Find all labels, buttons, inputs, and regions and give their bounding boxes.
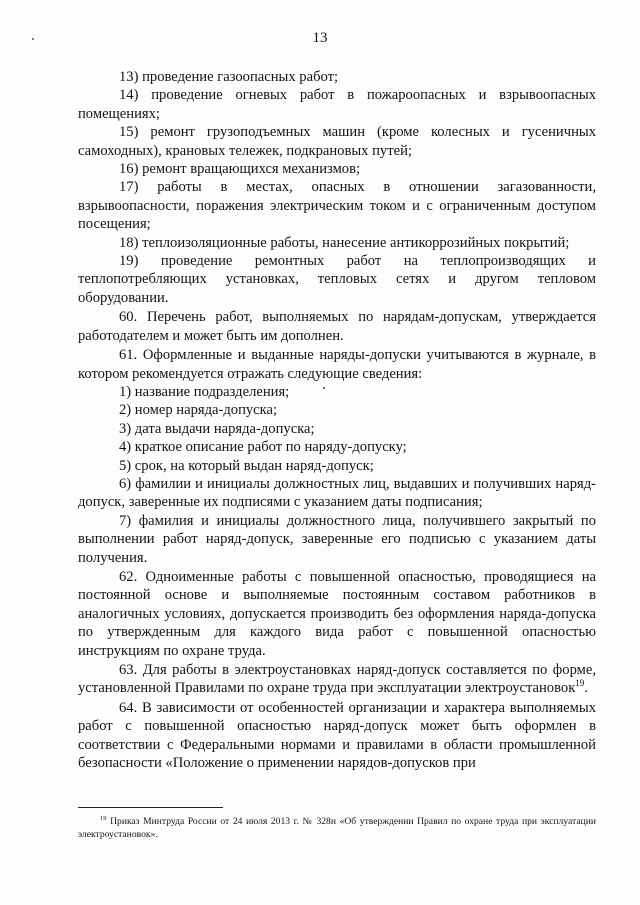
list-item-19: 19) проведение ремонтных работ на теплопроизводящих и теплопотребляющих установках, тепловых сетях и другом тепловом оборудовании.: [78, 253, 596, 306]
paragraph-60: 60. Перечень работ, выполняемых по нарядам-допускам, утверждается работодателем и может быть им дополнен.: [78, 309, 596, 344]
document-body: [78, 68, 596, 772]
list-item-15: 15) ремонт грузоподъемных машин (кроме колесных и гусеничных самоходных), крановых тележек, подкрановых путей;: [78, 124, 596, 159]
journal-item-1: 1) название подразделения;: [119, 383, 290, 400]
footnote-divider: [78, 807, 223, 808]
paragraph-63: [78, 661, 596, 698]
list-item-14: 14) проведение огневых работ в пожароопасных и взрывоопасных помещениях;: [78, 87, 596, 122]
footnote-text: Приказ Минтруда России от 24 июля 2013 г. № 328н «Об утверждении Правил по охране труда при эксплуатации электроустановок».: [78, 816, 596, 840]
journal-item-2: 2) номер наряда-допуска;: [119, 402, 278, 419]
list-item-13: 13) проведение газоопасных работ;: [119, 69, 339, 85]
paragraph-62: 62. Одноименные работы с повышенной опасностью, проводящиеся на постоянной основе и выполняемые постоянным составом работников в аналогичных условиях, допускается производить без оформления наряда-допуска по утвержденным для каждого вида работ с повышенной опасностью инструкциям по охране труда.: [78, 568, 596, 659]
journal-item-6: 6) фамилии и инициалы должностных лиц, выдавших и получивших наряд-допуск, заверенные их подписями с указанием даты подписания;: [78, 475, 596, 511]
footnote-marker: 19: [100, 814, 107, 822]
journal-item-3: 3) дата выдачи наряда-допуска;: [119, 420, 315, 437]
list-item-17: 17) работы в местах, опасных в отношении загазованности, взрывоопасности, поражения электрическим током и с ограниченным доступом посещения;: [78, 179, 596, 233]
journal-item-5: 5) срок, на который выдан наряд-допуск;: [119, 457, 374, 474]
paragraph-63-text: 63. Для работы в электроустановках наряд-допуск составляется по форме, установленной Правилами по охране труда при эксплуатации электроустановок: [78, 662, 596, 697]
list-item-18: 18) теплоизоляционные работы, нанесение антикоррозийных покрытий;: [119, 234, 570, 251]
journal-item-4: 4) краткое описание работ по наряду-допуску;: [119, 439, 407, 456]
paragraph-63-end: .: [584, 680, 588, 697]
journal-item-7: 7) фамилия и инициалы должностного лица, получившего закрытый по выполнении работ наряд-допуск, заверенные его подписью с указанием даты получения.: [78, 512, 596, 566]
footnote: [78, 815, 596, 841]
paragraph-61: 61. Оформленные и выданные наряды-допуски учитываются в журнале, в котором рекомендуется отражать следующие сведения:: [78, 347, 596, 382]
list-item-16: 16) ремонт вращающихся механизмов;: [119, 161, 361, 178]
footnote-reference[interactable]: 19: [575, 678, 585, 689]
paragraph-64: 64. В зависимости от особенностей организации и характера выполняемых работ с повышенной опасностью наряд-допуск может быть оформлен в соответствии с Федеральными нормами и правилами в области промышленной безопасности «Положение о применении нарядов-допусков при: [78, 699, 596, 772]
page-number: 13: [312, 30, 328, 46]
